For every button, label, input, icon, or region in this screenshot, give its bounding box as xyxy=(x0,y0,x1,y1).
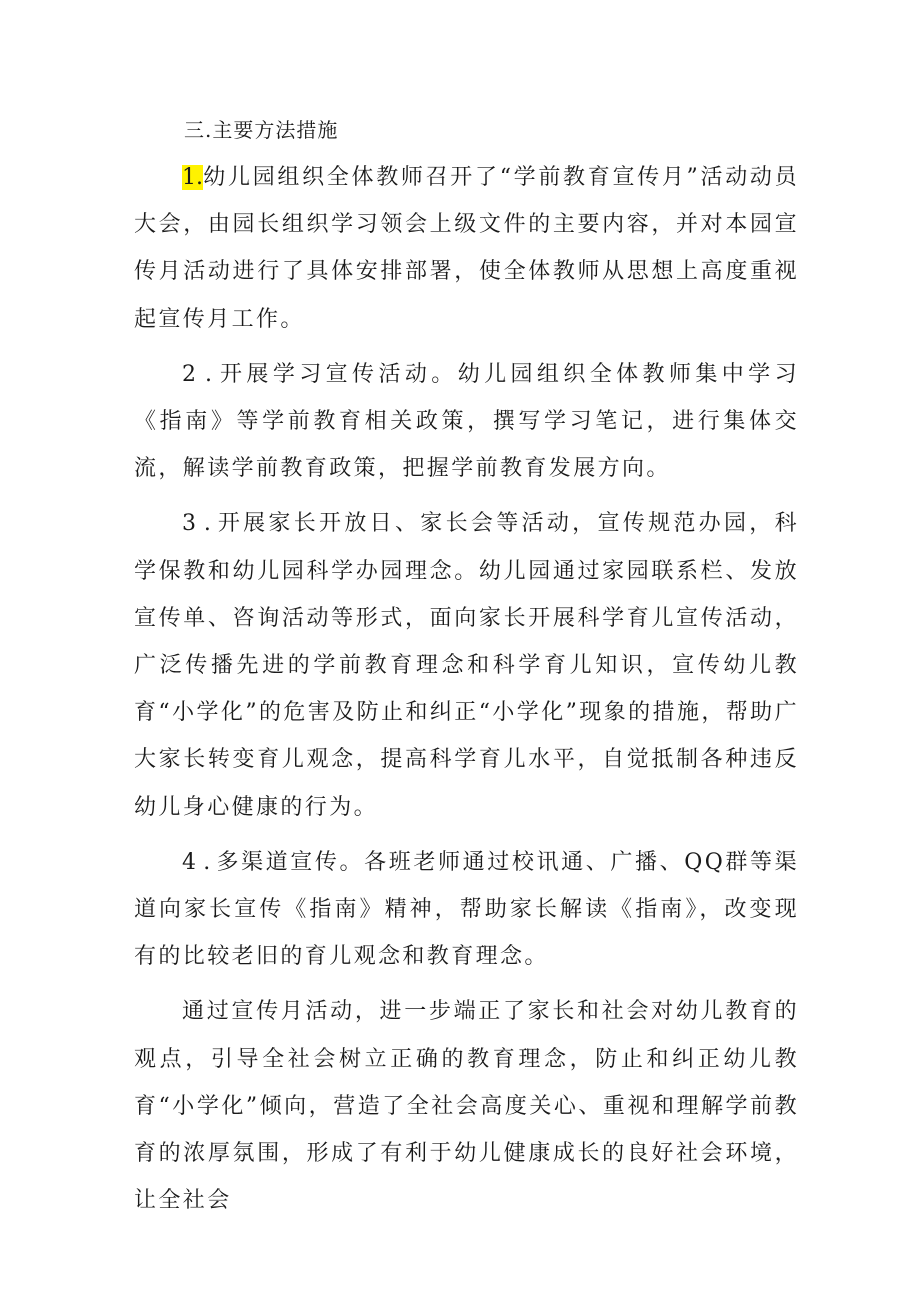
paragraph-1 xyxy=(134,154,799,343)
paragraph-2 xyxy=(134,351,799,493)
paragraph-3 xyxy=(134,500,799,830)
paragraph-4-number: 4 . xyxy=(182,849,211,875)
paragraph-3-text: 开展家长开放日、家长会等活动，宣传规范办园，科学保教和幼儿园科学办园理念。幼儿园通过家园联系栏、发放宣传单、咨询活动等形式，面向家长开展科学育儿宣传活动，广泛传播先进的学前教育理念和科学育儿知识，宣传幼儿教育“小学化”的危害及防止和纠正“小学化”现象的措施，帮助广大家长转变育儿观念，提高科学育儿水平，自觉抵制各种违反幼儿身心健康的行为。 xyxy=(134,511,800,820)
paragraph-4-text: 多渠道宣传。各班老师通过校讯通、广播、QQ群等渠道向家长宣传《指南》精神，帮助家长解读《指南》，改变现有的比较老旧的育儿观念和教育理念。 xyxy=(134,849,799,970)
section-heading: 三.主要方法措施 xyxy=(184,118,339,142)
paragraph-1-number: 1. xyxy=(182,165,203,190)
document-body xyxy=(134,112,799,1224)
paragraph-3-number: 3 . xyxy=(182,511,211,537)
paragraph-2-number: 2 . xyxy=(182,361,212,387)
paragraph-2-text: 开展学习宣传活动。幼儿园组织全体教师集中学习《指南》等学前教育相关政策，撰写学习笔记，进行集体交流，解读学前教育政策，把握学前教育发展方向。 xyxy=(134,361,799,482)
paragraph-4 xyxy=(134,839,799,981)
paragraph-summary-text: 通过宣传月活动，进一步端正了家长和社会对幼儿教育的观点，引导全社会树立正确的教育理念，防止和纠正幼儿教育“小学化”倾向，营造了全社会高度关心、重视和理解学前教育的浓厚氛围，形成了有利于幼儿健康成长的良好社会环境，让全社会 xyxy=(134,999,799,1214)
paragraph-1-text: 幼儿园组织全体教师召开了“学前教育宣传月”活动动员大会，由园长组织学习领会上级文件的主要内容，并对本园宣传月活动进行了具体安排部署，使全体教师从思想上高度重视起宣传月工作。 xyxy=(134,165,799,332)
paragraph-summary xyxy=(134,988,799,1224)
